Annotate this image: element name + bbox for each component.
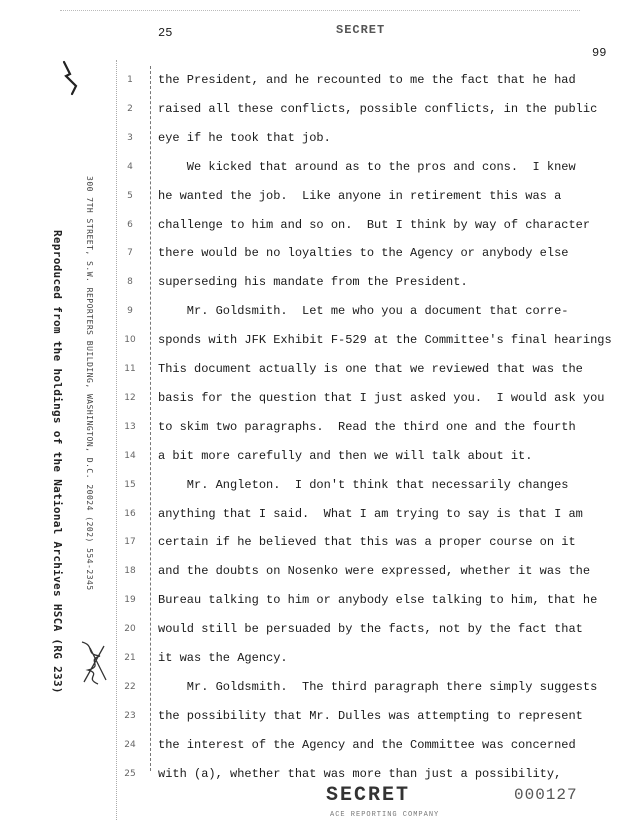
line-number: 8 xyxy=(127,277,133,288)
transcript-line: We kicked that around as to the pros and cons. I knew xyxy=(158,159,576,174)
transcript-line: it was the Agency. xyxy=(158,651,288,665)
transcript-line: challenge to him and so on. But I think by way of character xyxy=(158,217,591,232)
transcript-line: with (a), whether that was more than just a possibility, xyxy=(158,766,562,781)
line-number: 5 xyxy=(127,190,133,201)
page-number: 25 xyxy=(158,26,173,40)
folio-number: 99 xyxy=(592,46,607,60)
transcript-line: eye if he took that job. xyxy=(158,130,331,145)
transcript-line: Mr. Goldsmith. The third paragraph there simply suggests xyxy=(158,679,598,694)
line-number: 15 xyxy=(124,479,136,490)
line-number: 23 xyxy=(124,710,136,721)
handwritten-scribble-icon xyxy=(76,638,112,690)
transcript-line: superseding his mandate from the President. xyxy=(158,275,468,290)
transcript-line: certain if he believed that this was a proper course on it xyxy=(158,535,576,550)
transcript-line: the interest of the Agency and the Committee was concerned xyxy=(158,737,576,752)
transcript-line: This document actually is one that we reviewed that was the xyxy=(158,362,583,376)
transcript-line: the President, and he recounted to me the fact that he had xyxy=(158,73,576,87)
transcript-line: Mr. Angleton. I don't think that necessarily changes xyxy=(158,477,569,492)
line-number: 10 xyxy=(124,335,136,346)
transcript-line: he wanted the job. Like anyone in retirement this was a xyxy=(158,188,562,203)
transcript-line: to skim two paragraphs. Read the third one and the fourth xyxy=(158,419,576,434)
secret-stamp-bottom: SECRET xyxy=(326,784,411,807)
line-number: 16 xyxy=(124,508,136,519)
transcript-line: and the doubts on Nosenko were expressed, whether it was the xyxy=(158,564,591,579)
transcript-line: Mr. Goldsmith. Let me who you a document that corre- xyxy=(158,304,569,319)
reporting-company: ACE REPORTING COMPANY xyxy=(330,811,440,819)
line-number: 14 xyxy=(124,450,136,461)
line-number: 20 xyxy=(124,624,136,635)
transcript-line: the possibility that Mr. Dulles was attempting to represent xyxy=(158,708,583,723)
line-number: 22 xyxy=(124,681,136,692)
transcript-line: raised all these conflicts, possible conflicts, in the public xyxy=(158,101,598,116)
line-number: 7 xyxy=(127,248,133,259)
line-number: 12 xyxy=(124,392,136,403)
line-number: 21 xyxy=(124,653,136,663)
line-number: 24 xyxy=(124,739,136,750)
document-number: 000127 xyxy=(514,786,578,804)
top-dotted-rule xyxy=(60,10,580,11)
transcript-line: Bureau talking to him or anybody else talking to him, that he xyxy=(158,593,598,608)
line-number: 25 xyxy=(124,768,136,779)
line-number: 1 xyxy=(127,75,133,85)
line-number: 19 xyxy=(124,595,136,606)
secret-stamp-top: SECRET xyxy=(336,23,386,37)
transcript-line: a bit more carefully and then we will talk about it. xyxy=(158,448,533,463)
transcript-line: there would be no loyalties to the Agency or anybody else xyxy=(158,246,569,261)
line-number: 17 xyxy=(124,537,136,548)
line-number: 18 xyxy=(124,566,136,577)
reporters-address: 300 7TH STREET, S.W. REPORTERS BUILDING, WASHINGTON, D.C. 20024 (202) 554-2345 xyxy=(85,176,94,591)
line-number: 11 xyxy=(124,364,136,374)
handwritten-mark-icon xyxy=(60,60,82,96)
transcript-line: basis for the question that I just asked you. I would ask you xyxy=(158,390,605,405)
margin-rule xyxy=(150,66,151,771)
line-number: 13 xyxy=(124,421,136,432)
line-number: 3 xyxy=(127,132,133,143)
line-number: 4 xyxy=(127,161,133,172)
line-number: 6 xyxy=(127,219,133,230)
transcript-line: sponds with JFK Exhibit F-529 at the Committee's final hearings xyxy=(158,333,612,348)
left-dotted-rule xyxy=(116,60,117,820)
transcript-line: anything that I said. What I am trying to say is that I am xyxy=(158,506,583,521)
transcript-line: would still be persuaded by the facts, not by the fact that xyxy=(158,622,583,637)
reproduced-notice: Reproduced from the holdings of the National Archives HSCA (RG 233) xyxy=(51,230,64,694)
line-number: 2 xyxy=(127,103,133,114)
line-number: 9 xyxy=(127,306,133,317)
